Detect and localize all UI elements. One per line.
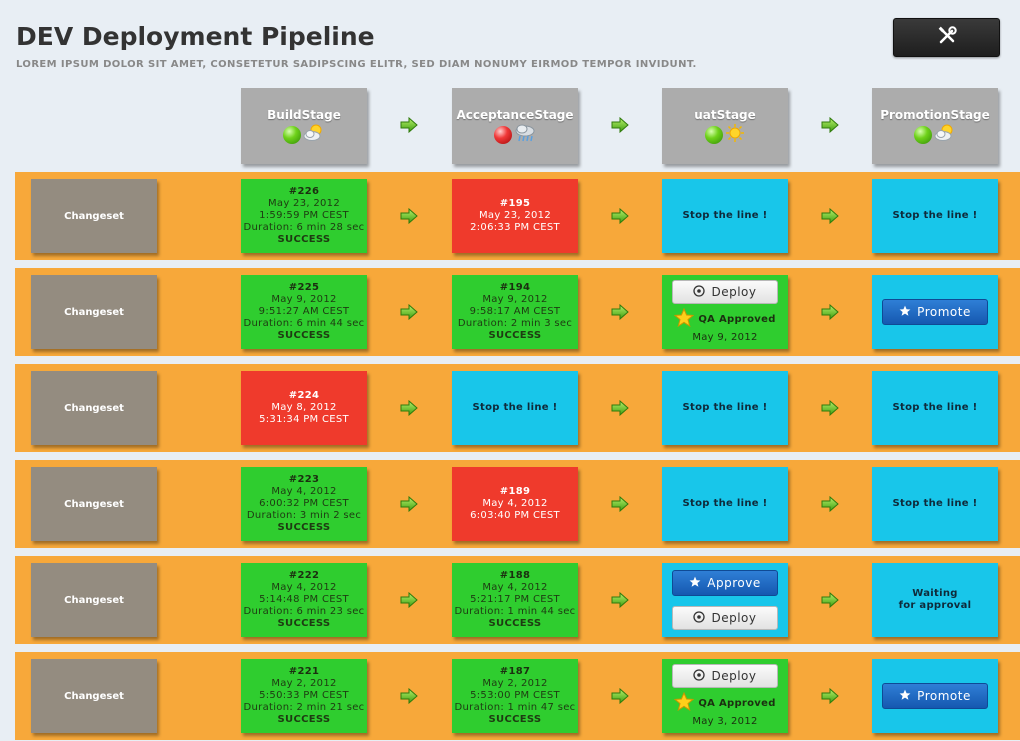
stop-the-line-cell — [452, 371, 578, 445]
waiting-text: for approval — [898, 600, 972, 611]
build-number: #226 — [288, 186, 320, 197]
arrow-right-icon — [400, 688, 418, 708]
build-duration: Duration: 3 min 2 sec — [246, 510, 362, 521]
deploy-button[interactable] — [672, 606, 778, 630]
build-status: SUCCESS — [277, 618, 331, 629]
rain-cloud-icon — [514, 123, 536, 147]
build-time: 5:31:34 PM CEST — [259, 414, 349, 425]
deploy-circle-icon — [693, 611, 705, 625]
pipeline-row — [15, 364, 1020, 452]
build-time: 5:53:00 PM CEST — [470, 690, 560, 701]
build-cell[interactable] — [241, 659, 367, 733]
arrow-right-icon — [611, 688, 629, 708]
build-date: May 4, 2012 — [271, 486, 337, 497]
build-number: #224 — [288, 390, 320, 401]
build-cell[interactable] — [452, 659, 578, 733]
star-icon — [899, 689, 911, 703]
deploy-circle-icon — [693, 669, 705, 683]
arrow-right-icon — [400, 400, 418, 420]
build-time: 5:14:48 PM CEST — [259, 594, 349, 605]
tools-button[interactable] — [893, 18, 1000, 57]
stop-the-line-cell — [872, 371, 998, 445]
arrow-right-icon — [821, 496, 839, 516]
star-icon — [674, 308, 694, 332]
build-number: #194 — [499, 282, 531, 293]
deployed-cell — [662, 275, 788, 349]
changeset-button[interactable]: Changeset — [31, 371, 157, 445]
deployed-cell — [662, 659, 788, 733]
build-cell[interactable] — [241, 275, 367, 349]
build-number: #195 — [499, 198, 531, 209]
build-time: 1:59:59 PM CEST — [259, 210, 349, 221]
build-duration: Duration: 1 min 47 sec — [454, 702, 576, 713]
build-time: 9:58:17 AM CEST — [469, 306, 561, 317]
build-date: May 2, 2012 — [271, 678, 337, 689]
arrow-right-icon — [821, 688, 839, 708]
promote-button[interactable] — [882, 683, 988, 709]
qa-approved-label: QA Approved — [698, 314, 776, 325]
pipeline-row — [15, 460, 1020, 548]
deploy-button[interactable] — [672, 664, 778, 688]
stop-the-line-cell — [662, 371, 788, 445]
promote-label: Promote — [917, 305, 971, 319]
stop-the-line-text: Stop the line ! — [892, 210, 978, 221]
stage-status-icons — [662, 124, 788, 146]
build-cell[interactable] — [452, 563, 578, 637]
changeset-button[interactable]: Changeset — [31, 659, 157, 733]
stop-the-line-text: Stop the line ! — [892, 498, 978, 509]
build-duration: Duration: 6 min 23 sec — [243, 606, 365, 617]
build-cell[interactable] — [452, 467, 578, 541]
arrow-right-icon — [821, 400, 839, 420]
build-duration: Duration: 2 min 21 sec — [243, 702, 365, 713]
arrow-right-icon — [611, 304, 629, 324]
build-time: 5:50:33 PM CEST — [259, 690, 349, 701]
stage-header-uatstage — [662, 88, 788, 164]
stage-status-icons — [872, 124, 998, 146]
waiting-text: Waiting — [912, 588, 958, 599]
build-cell[interactable] — [452, 275, 578, 349]
build-duration: Duration: 2 min 3 sec — [457, 318, 573, 329]
stop-the-line-cell — [872, 467, 998, 541]
stage-header-buildstage — [241, 88, 367, 164]
build-status: SUCCESS — [277, 714, 331, 725]
deploy-label: Deploy — [711, 611, 757, 625]
qa-approved — [674, 308, 775, 332]
stop-the-line-text: Stop the line ! — [892, 402, 978, 413]
arrow-right-icon — [821, 592, 839, 612]
stage-name: AcceptanceStage — [456, 108, 574, 122]
approve-label: Approve — [707, 576, 761, 590]
changeset-button[interactable]: Changeset — [31, 467, 157, 541]
qa-approved-label: QA Approved — [698, 698, 776, 709]
stage-name: PromotionStage — [880, 108, 990, 122]
build-duration: Duration: 6 min 28 sec — [243, 222, 365, 233]
pipeline-row — [15, 556, 1020, 644]
approve-button[interactable] — [672, 570, 778, 596]
promote-button[interactable] — [882, 299, 988, 325]
changeset-button[interactable]: Changeset — [31, 179, 157, 253]
arrow-right-icon — [821, 117, 839, 137]
build-cell[interactable] — [452, 179, 578, 253]
arrow-right-icon — [611, 592, 629, 612]
build-number: #225 — [288, 282, 320, 293]
build-date: May 4, 2012 — [482, 582, 548, 593]
changeset-button[interactable]: Changeset — [31, 563, 157, 637]
deploy-label: Deploy — [711, 669, 757, 683]
deploy-label: Deploy — [711, 285, 757, 299]
build-cell[interactable] — [241, 179, 367, 253]
promote-cell — [872, 275, 998, 349]
arrow-right-icon — [400, 208, 418, 228]
arrow-right-icon — [400, 592, 418, 612]
promote-label: Promote — [917, 689, 971, 703]
stage-header-promotionstage — [872, 88, 998, 164]
status-ball-red-icon — [494, 126, 512, 144]
arrow-right-icon — [611, 496, 629, 516]
changeset-button[interactable]: Changeset — [31, 275, 157, 349]
stop-the-line-text: Stop the line ! — [472, 402, 558, 413]
build-time: 2:06:33 PM CEST — [470, 222, 560, 233]
sun-cloud-icon — [303, 123, 325, 147]
stage-status-icons — [241, 124, 367, 146]
stop-the-line-text: Stop the line ! — [682, 498, 768, 509]
stop-the-line-cell — [662, 179, 788, 253]
stage-name: uatStage — [694, 108, 756, 122]
build-date: May 23, 2012 — [268, 198, 340, 209]
pipeline-row — [15, 652, 1020, 740]
build-status: SUCCESS — [277, 330, 331, 341]
build-status: SUCCESS — [277, 234, 331, 245]
stop-the-line-text: Stop the line ! — [682, 210, 768, 221]
arrow-right-icon — [400, 117, 418, 137]
stop-the-line-text: Stop the line ! — [682, 402, 768, 413]
build-time: 5:21:17 PM CEST — [470, 594, 560, 605]
page-subtitle: LOREM IPSUM DOLOR SIT AMET, CONSETETUR SADIPSCING ELITR, SED DIAM NONUMY EIRMOD TEMPOR INVIDUNT. — [16, 59, 697, 70]
build-number: #222 — [288, 570, 320, 581]
build-cell[interactable] — [241, 467, 367, 541]
build-status: SUCCESS — [488, 618, 542, 629]
pipeline-row — [15, 268, 1020, 356]
deploy-circle-icon — [693, 285, 705, 299]
arrow-right-icon — [400, 304, 418, 324]
page-title: DEV Deployment Pipeline — [16, 22, 375, 51]
arrow-right-icon — [821, 304, 839, 324]
arrow-right-icon — [611, 117, 629, 137]
build-number: #188 — [499, 570, 531, 581]
arrow-right-icon — [611, 400, 629, 420]
build-number: #187 — [499, 666, 531, 677]
build-status: SUCCESS — [277, 522, 331, 533]
qa-approved — [674, 692, 775, 716]
status-ball-green-icon — [283, 126, 301, 144]
build-date: May 8, 2012 — [271, 402, 337, 413]
approve-cell — [662, 563, 788, 637]
stage-status-icons — [452, 124, 578, 146]
arrow-right-icon — [400, 496, 418, 516]
stop-the-line-cell — [872, 179, 998, 253]
build-time: 6:03:40 PM CEST — [470, 510, 560, 521]
build-cell[interactable] — [241, 563, 367, 637]
status-ball-green-icon — [705, 126, 723, 144]
arrow-right-icon — [821, 208, 839, 228]
stage-header-acceptancestage — [452, 88, 578, 164]
deploy-button[interactable] — [672, 280, 778, 304]
build-number: #221 — [288, 666, 320, 677]
arrow-right-icon — [611, 208, 629, 228]
build-time: 6:00:32 PM CEST — [259, 498, 349, 509]
promote-cell — [872, 659, 998, 733]
star-icon — [899, 305, 911, 319]
wrench-screwdriver-icon — [936, 25, 958, 51]
build-duration: Duration: 1 min 44 sec — [454, 606, 576, 617]
build-status: SUCCESS — [488, 330, 542, 341]
build-date: May 4, 2012 — [482, 498, 548, 509]
star-icon — [689, 576, 701, 590]
waiting-cell — [872, 563, 998, 637]
approved-date: May 9, 2012 — [692, 332, 758, 343]
pipeline-row — [15, 172, 1020, 260]
stop-the-line-cell — [662, 467, 788, 541]
build-time: 9:51:27 AM CEST — [258, 306, 350, 317]
build-date: May 2, 2012 — [482, 678, 548, 689]
sun-icon — [725, 123, 745, 147]
build-status: SUCCESS — [488, 714, 542, 725]
status-ball-green-icon — [914, 126, 932, 144]
build-number: #223 — [288, 474, 320, 485]
build-date: May 9, 2012 — [271, 294, 337, 305]
build-cell[interactable] — [241, 371, 367, 445]
build-date: May 9, 2012 — [482, 294, 548, 305]
stage-name: BuildStage — [267, 108, 341, 122]
sun-cloud-icon — [934, 123, 956, 147]
build-date: May 23, 2012 — [479, 210, 551, 221]
build-duration: Duration: 6 min 44 sec — [243, 318, 365, 329]
approved-date: May 3, 2012 — [692, 716, 758, 727]
star-icon — [674, 692, 694, 716]
build-number: #189 — [499, 486, 531, 497]
build-date: May 4, 2012 — [271, 582, 337, 593]
